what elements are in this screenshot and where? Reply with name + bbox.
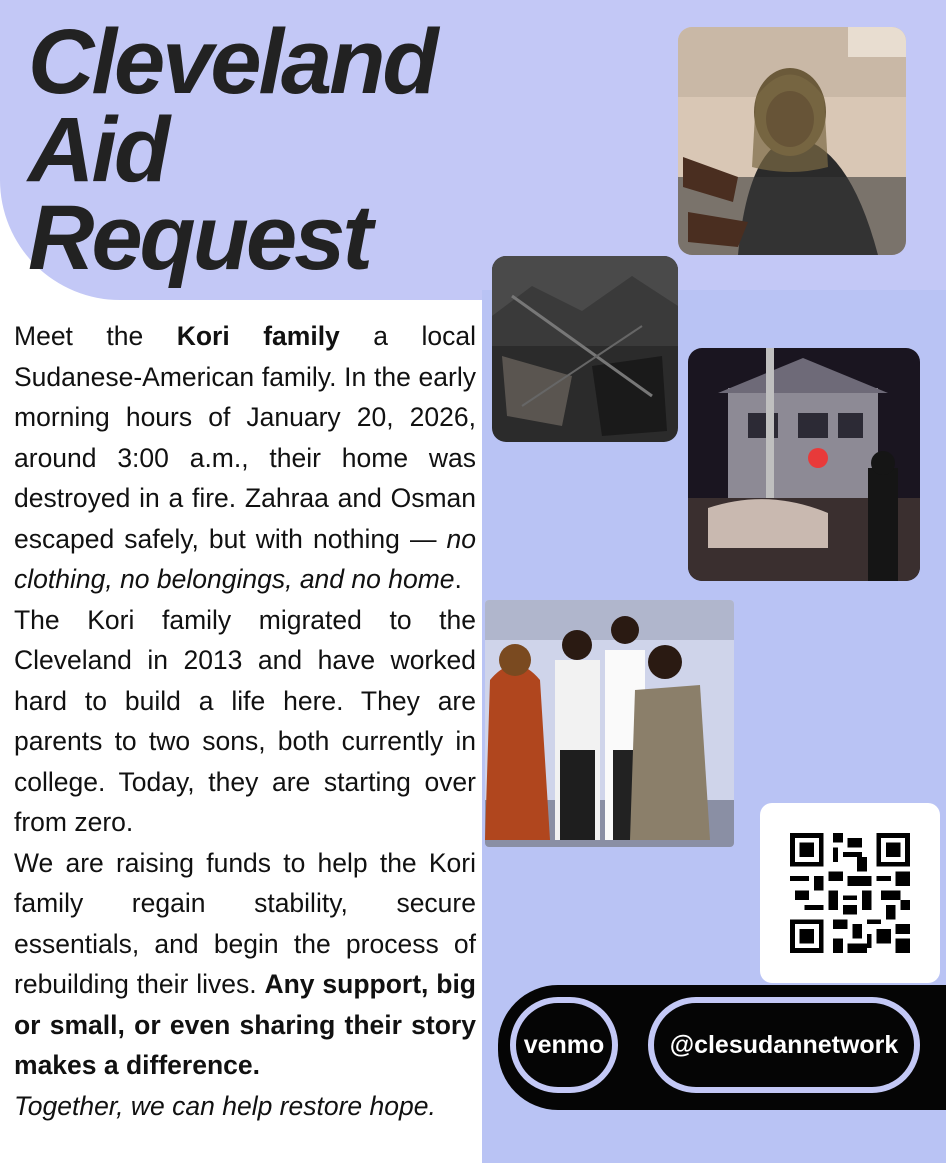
title-line-3: Request (28, 187, 370, 289)
story-p1-losses: no clothing, no belongings, and no home (14, 523, 476, 594)
venmo-handle-button[interactable]: @clesudannetwork (648, 997, 920, 1093)
family-group-photo (485, 600, 734, 847)
closing-line: Together, we can help restore hope. (14, 1090, 436, 1121)
house-fire-photo (688, 348, 920, 581)
title-line-1: Cleveland (28, 11, 436, 113)
family-name: Kori family (176, 321, 340, 351)
story-text (14, 316, 476, 1126)
portrait-photo (678, 27, 906, 255)
fire-damage-photo (492, 256, 678, 442)
venmo-button[interactable]: venmo (510, 997, 618, 1093)
qr-code-card[interactable] (760, 803, 940, 983)
support-callout: Any support, big or small, or even sharing their story makes a difference. (14, 969, 476, 1080)
page-title (28, 11, 436, 289)
story-p3-body: We are raising funds to help the Kori family regain stability, secure essentials, and begin the process of rebuilding their lives. (14, 847, 476, 999)
story-p1-end: . (454, 564, 462, 594)
story-paragraph-1 (14, 316, 476, 600)
story-p1-intro: Meet the (14, 321, 177, 351)
story-paragraph-2: The Kori family migrated to the Cleveland in 2013 and have worked hard to build a life here. They are parents to two sons, both currently in college. Today, they are starting over from zero. (14, 604, 476, 837)
story-paragraph-4 (14, 1086, 476, 1127)
title-line-2: Aid (28, 99, 168, 201)
story-paragraph-3 (14, 843, 476, 1086)
qr-code-icon[interactable] (790, 833, 910, 953)
story-p1-body: a local Sudanese-American family. In the early morning hours of January 20, 2026, around 3:00 a.m., their home was destroyed in a fire. Zahraa and Osman escaped safely, but with nothing — (14, 321, 476, 554)
